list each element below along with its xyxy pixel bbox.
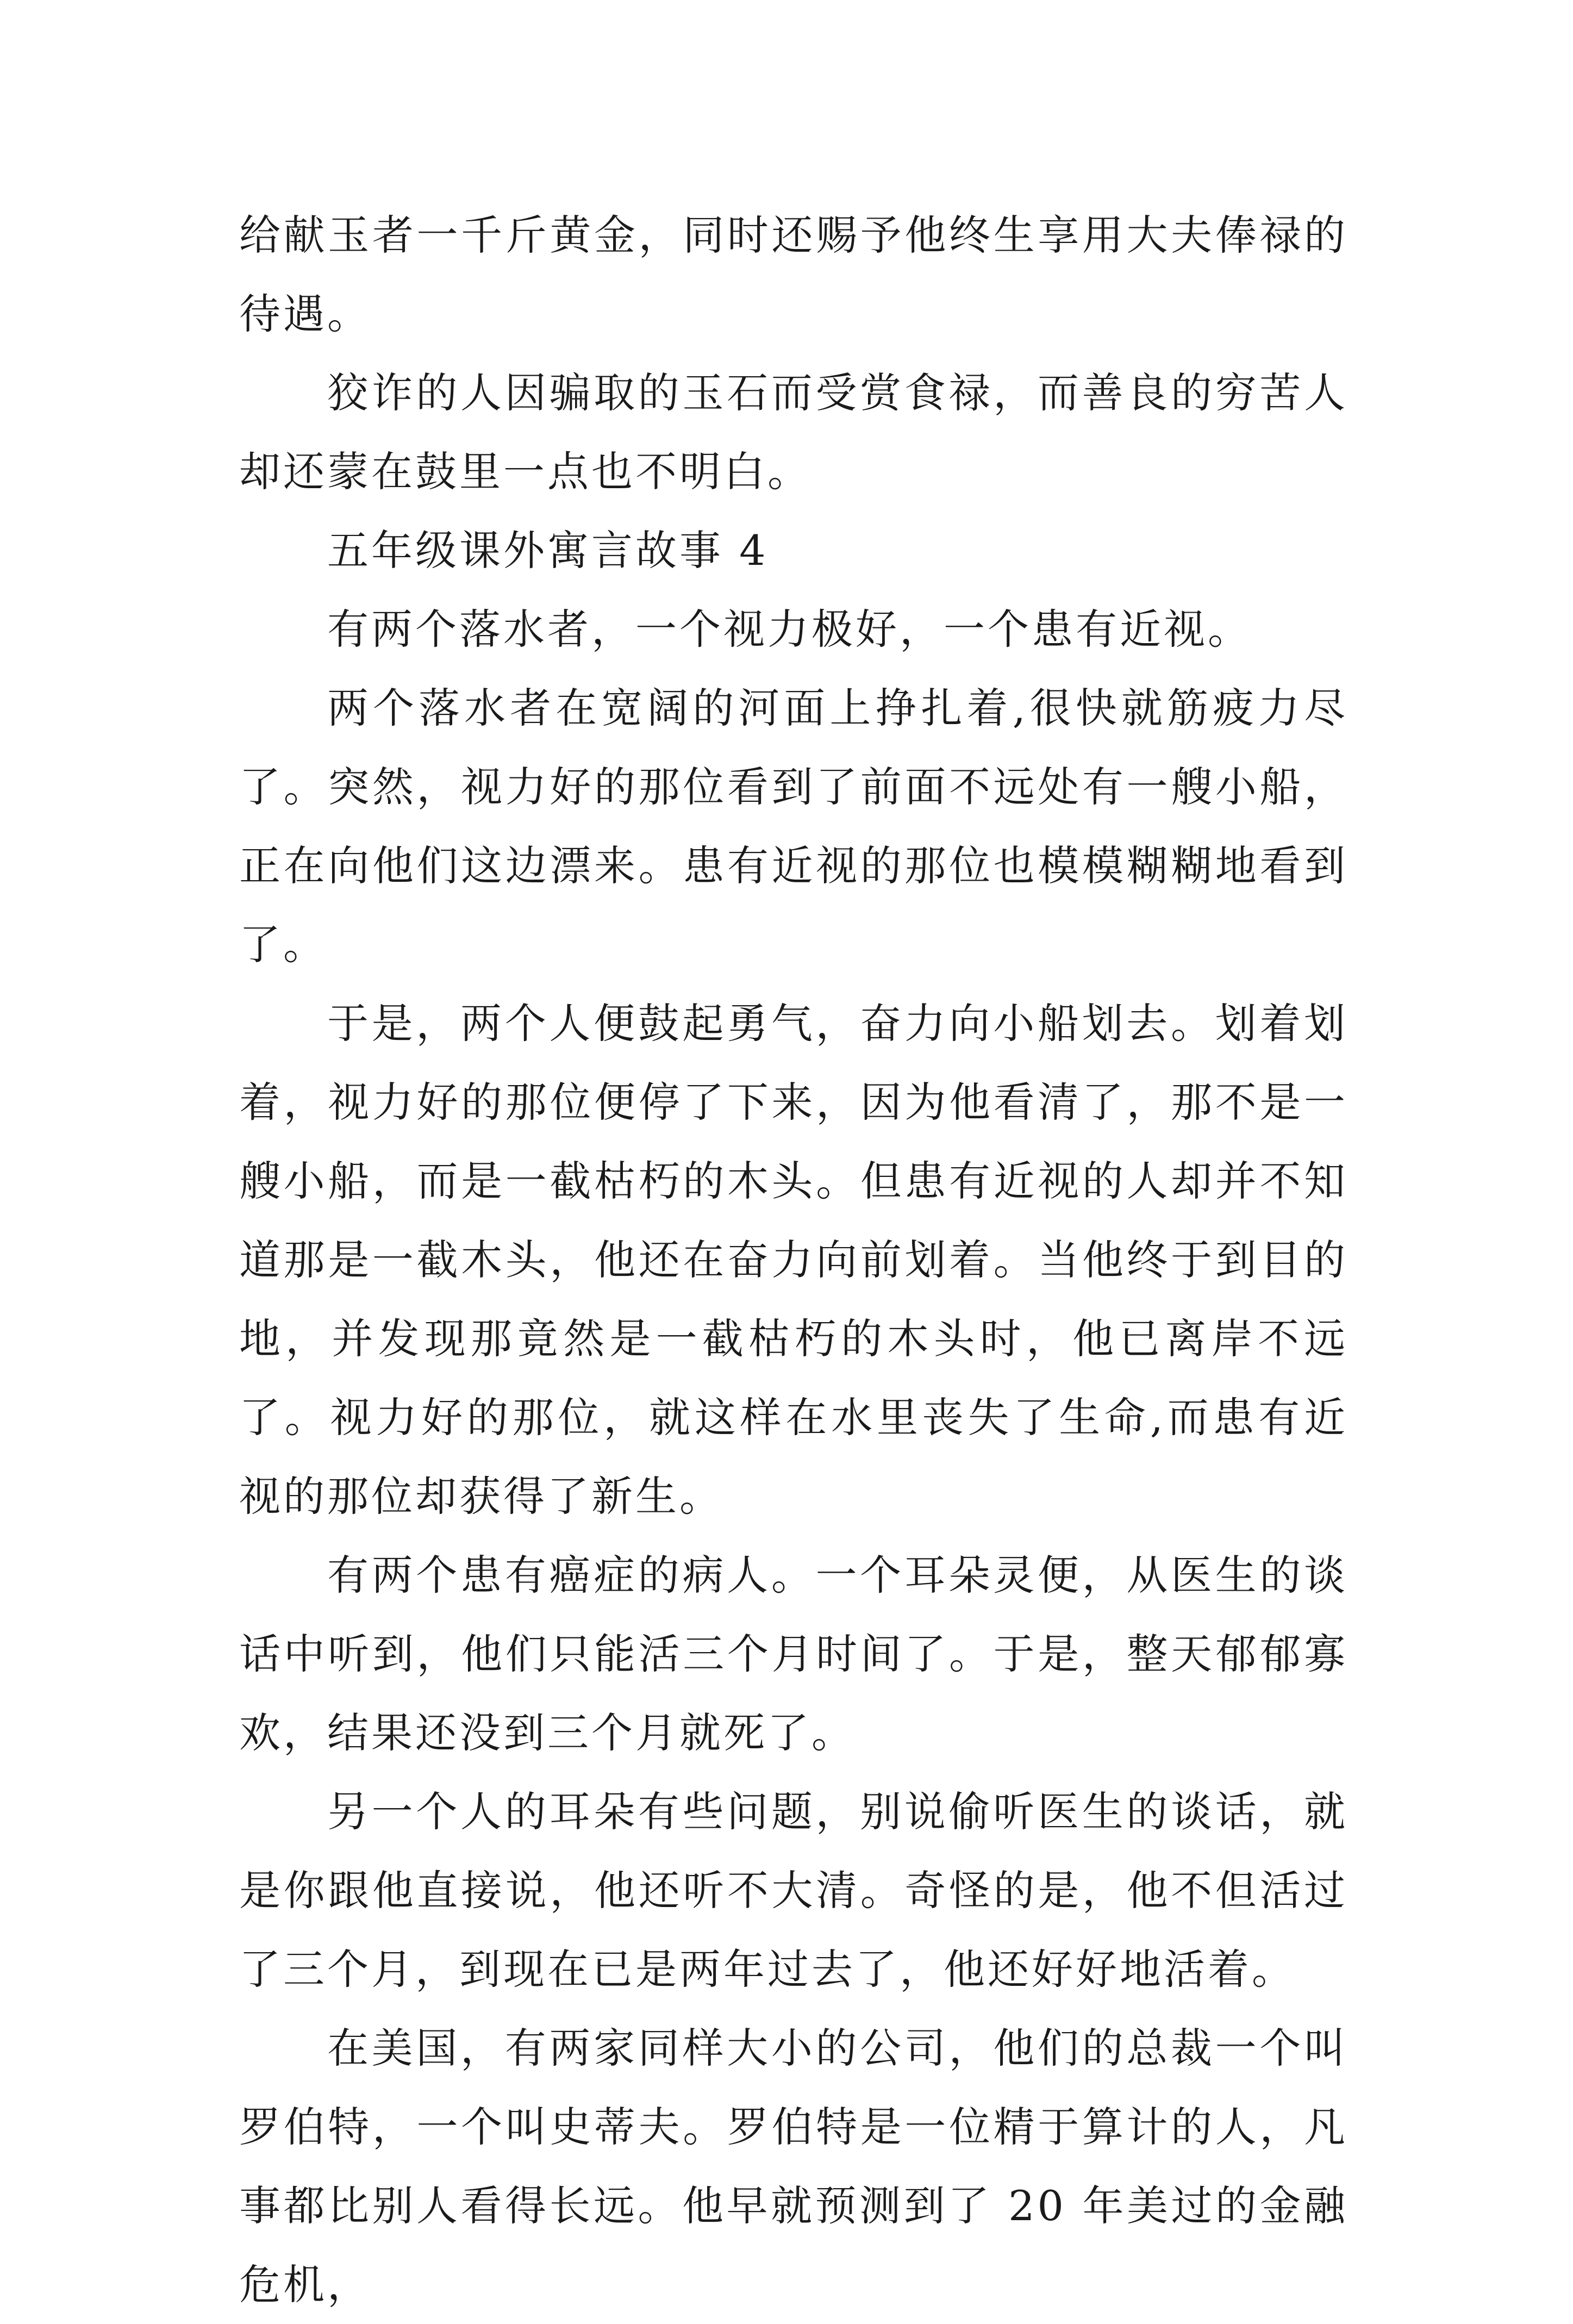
paragraph: 于是，两个人便鼓起勇气，奋力向小船划去。划着划着，视力好的那位便停了下来，因为他看清了，那不是一艘小船，而是一截枯朽的木头。但患有近视的人却并不知道那是一截木头，他还在奋力向前划着。当他终于到目的地，并发现那竟然是一截枯朽的木头时，他已离岸不远了。视力好的那位，就这样在水里丧失了生命,而患有近视的那位却获得了新生。 (239, 999, 1348, 1521)
paragraph: 给献玉者一千斤黄金，同时还赐予他终生享用大夫俸禄的待遇。 (239, 211, 1348, 338)
paragraph: 两个落水者在宽阔的河面上挣扎着,很快就筋疲力尽了。突然，视力好的那位看到了前面不远处有一艘小船，正在向他们这边漂来。患有近视的那位也模模糊糊地看到了。 (239, 684, 1348, 969)
paragraph: 狡诈的人因骗取的玉石而受赏食禄，而善良的穷苦人却还蒙在鼓里一点也不明白。 (239, 369, 1348, 496)
paragraph: 有两个落水者，一个视力极好，一个患有近视。 (327, 605, 1252, 653)
paragraph: 另一个人的耳朵有些问题，别说偷听医生的谈话，就是你跟他直接说，他还听不大清。奇怪的是，他不但活过了三个月，到现在已是两年过去了，他还好好地活着。 (239, 1787, 1348, 1993)
paragraph: 有两个患有癌症的病人。一个耳朵灵便，从医生的谈话中听到，他们只能活三个月时间了。于是，整天郁郁寡欢，结果还没到三个月就死了。 (239, 1551, 1348, 1757)
paragraph: 在美国，有两家同样大小的公司，他们的总裁一个叫罗伯特，一个叫史蒂夫。罗伯特是一位精于算计的人，凡事都比别人看得长远。他早就预测到了 20 年美过的金融危机， (239, 2024, 1348, 2309)
section-heading: 五年级课外寓言故事 4 (327, 526, 769, 575)
document-body (239, 196, 1348, 2324)
